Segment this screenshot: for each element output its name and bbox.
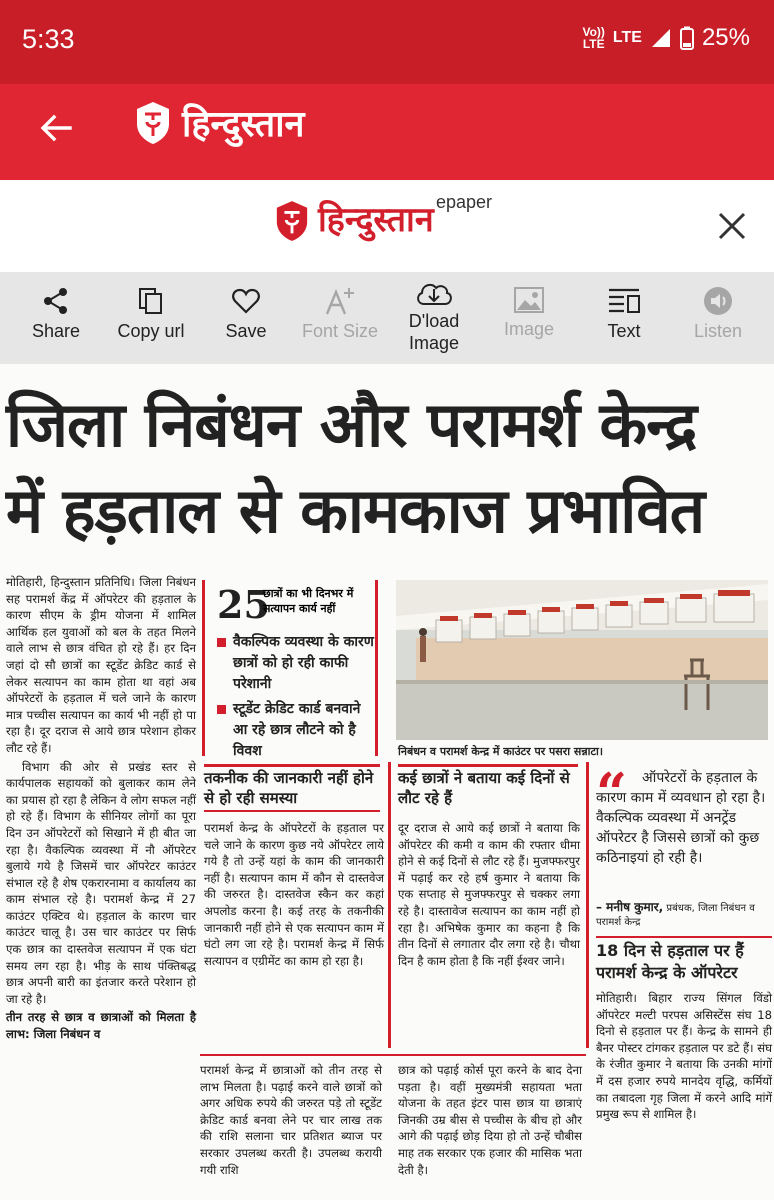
download-image-button[interactable]	[386, 272, 482, 364]
hindustan-emblem-icon	[274, 198, 310, 244]
app-logo-text: हिन्दुस्तान	[182, 104, 305, 145]
volte-label: Vo))	[582, 25, 605, 39]
share-button[interactable]	[8, 272, 104, 364]
font-size-label: Font Size	[301, 321, 379, 341]
download-image-label: D'load Image	[408, 311, 460, 353]
divider	[586, 762, 589, 1048]
close-icon[interactable]	[710, 204, 754, 248]
app-logo	[134, 98, 305, 147]
signal-icon	[650, 27, 672, 49]
battery-icon	[680, 26, 694, 50]
app-bar	[0, 84, 774, 180]
save-button[interactable]	[198, 272, 294, 364]
lte-label: LTE	[612, 29, 642, 46]
hindustan-emblem-icon	[134, 100, 172, 146]
highlight-heading: छात्रों का भी दिनभर में सत्यापन कार्य नहीं	[263, 587, 354, 615]
divider	[596, 936, 772, 938]
font-size-icon	[324, 286, 356, 316]
column-1-paragraph-3: तीन तरह से छात्र व छात्राओं को मिलता है लाभ: जिला निबंधन व	[6, 1010, 196, 1042]
photo-caption: निबंधन व परामर्श केन्द्र में काउंटर पर पसरा सन्नाटा।	[398, 745, 604, 758]
text-label: Text	[607, 321, 641, 341]
back-arrow-icon[interactable]	[34, 106, 78, 150]
column-4-heading: 18 दिन से हड़ताल पर हैं परामर्श केन्द्र के ऑपरेटर	[596, 941, 744, 982]
status-time: 5:33	[22, 24, 75, 54]
lte-small-label: LTE	[582, 37, 605, 51]
highlight-item: वैकल्पिक व्यवस्था के कारण छात्रों को हो रही काफी परेशानी	[217, 632, 377, 695]
epaper-logo-text: हिन्दुस्तान	[318, 200, 434, 240]
quote-name: – मनीष कुमार,	[596, 900, 664, 914]
divider	[204, 764, 380, 767]
article-headline-line1: जिला निबंधन और परामर्श केन्द्र	[6, 388, 697, 461]
heart-icon	[231, 286, 261, 316]
epaper-article[interactable]	[0, 364, 774, 1200]
image-button[interactable]	[481, 272, 577, 364]
copy-url-button[interactable]	[103, 272, 199, 364]
text-icon	[607, 286, 641, 316]
copy-icon	[136, 286, 166, 316]
image-icon	[513, 286, 545, 314]
column-1-paragraph-2: विभाग की ओर से प्रखंड स्तर से कार्यपालक सहायकों को बुलाकर काम लेने का प्रयास हो रहा है लेकिन वे लोग सफल नहीं हो रहे हैं। विभाग के सीनियर लोगों का पूरा दिन उन ऑपरेटरों को सिखाने में ही बीत जा रहा है। वैकल्पिक व्यवस्था में नौ ऑपरेटर बुलाये गये है जिसमें चार ऑपरेटर काउंटर संभाल रहे है शेष एकरारनामा व कार्यालय का काम संभाल रहे है। परामर्श केन्द्र में 27 काउंटर एक्टिव थे। हड़ताल के कारण चार काउंटर चालू है। उस चार काउंटर पर सिर्फ एक छात्र का दास्तवेज सत्यापन में एक घंटा समय लग रहा है। भीड़ के साथ पंक्तिबद्ध छात्र अपनी बारी का इंतजार करते परेशान हो जा रहे है।	[6, 759, 196, 1006]
article-toolbar	[0, 272, 774, 364]
status-icons	[582, 24, 750, 52]
listen-button[interactable]	[670, 272, 766, 364]
epaper-header	[0, 180, 774, 272]
highlight-list	[217, 632, 377, 766]
column-2-heading: तकनीक की जानकारी नहीं होने से हो रही समस्या	[204, 769, 374, 807]
divider	[204, 810, 380, 812]
highlight-box	[202, 580, 378, 759]
share-label: Share	[31, 321, 81, 341]
battery-percent: 25%	[701, 24, 750, 51]
column-1	[6, 574, 196, 1045]
divider	[388, 762, 391, 1048]
copy-url-label: Copy url	[117, 321, 185, 341]
bottom-column-2: परामर्श केन्द्र में छात्राओं को तीन तरह से लाभ मिलता है। पढ़ाई करने वाले छात्रों को अगर अधिक रुपये की जरुरत पड़े तो स्टूडेंट क्रेडिट कार्ड बनवा लेने पर चार लाख तक की राशि सलाना चार प्रतिशत ब्याज पर सरकार उपलब्ध करती है। उपलब्ध करायी गयी राशि	[200, 1063, 382, 1177]
image-label: Image	[503, 319, 555, 339]
quote-mark: “	[596, 761, 628, 825]
cloud-download-icon	[414, 280, 454, 308]
highlight-item: स्टूडेंट क्रेडिट कार्ड बनवाने आ रहे छात्र लौटने को है विवश	[217, 699, 377, 762]
column-4-text: मोतिहारी। बिहार राज्य सिंगल विंडो ऑपरेटर मल्टी परपस असिस्टेंस संघ 18 दिनो से हड़ताल पर हैं। केन्द्र के सामने ही बैनर पोस्टर टांगकर हड़ताल पर डटे हैं। संघ के रंजीत कुमार ने बताया कि उनकी मांगों में दस हजार रुपये मानदेय वृद्धि, कर्मियों का तबादला गृह जिला में करने आदि मांगें प्रमुख रूप से शामिल है।	[596, 991, 772, 1122]
epaper-label: epaper	[436, 192, 493, 212]
listen-label: Listen	[693, 321, 743, 341]
quote-text: ऑपरेटरों के हड़ताल के कारण काम में व्यवधान हो रहा है। वैकल्पिक व्यवस्था में अनट्रेंड ऑपरेटर है जिससे छात्रों को कुछ कठिनाइयां हो रही है।	[596, 770, 766, 866]
article-headline-line2: में हड़ताल से कामकाज प्रभावित	[6, 474, 705, 547]
epaper-logo	[274, 192, 434, 248]
column-1-paragraph-1: मोतिहारी, हिन्दुस्तान प्रतिनिधि। जिला निबंधन सह परामर्श केंद्र में ऑपरेटर की हड़ताल के कारण सीएम के ड्रीम योजना में शामिल आर्थिक हल युवाओं को बल के तहत मिलने वाले लाभ से छात्र वंचित हो रहे हैं। हर दिन जहां दो सौ छात्रों का स्टूडेंट क्रेडिट कार्ड से लेकर सत्यापन का काम होता था वहां अब ऑपरेटरों के हड़ताल में चले जाने के कारण मात्र पच्चीस सत्यापन का कार्य भी नहीं हो पा रहा है। दूर दराज से आये छात्र परेशान होकर लौट रहे हैं।	[6, 575, 196, 755]
highlight-number: 25	[217, 582, 270, 627]
font-size-button[interactable]	[292, 272, 388, 364]
column-2-text: परामर्श केन्द्र के ऑपरेटरों के हड़ताल पर चले जाने के कारण कुछ नये ऑपरेटर लाये गये है तो उन्हें यहां के काम की जानकारी नहीं है। सत्यापन काम में कौन से दास्तवेज की जरुरत है। दास्तवेज स्कैन कर कहां अपलोड करना है। कई तरह के तकनीकी जानकारी नहीं होने से एक सत्यापन काम में घंटो लग जा रहे है। परामर्श केन्द्र में सिर्फ सत्यापन व एग्रीमेंट का काम हो रहा है।	[204, 821, 384, 968]
divider	[200, 1054, 586, 1056]
share-icon	[41, 286, 71, 316]
speaker-icon	[703, 286, 733, 316]
save-label: Save	[225, 321, 267, 341]
divider	[398, 764, 578, 767]
quote-attribution	[596, 900, 770, 930]
quote-role: प्रबंधक, जिला निबंधन व परामर्श केन्द्र	[596, 903, 755, 928]
column-3-heading: कई छात्रों ने बताया कई दिनों से लौट रहे हैं	[398, 769, 570, 807]
bottom-column-3: छात्र को पढ़ाई कोर्स पूरा करने के बाद देना पड़ता है। वहीं मुख्यमंत्री सहायता भता योजना के तहत इंटर पास छात्र या छात्राएं जिनकी उम्र बीस से पच्चीस के बीच हो और आगे की पढ़ाई छोड़ दिया हो तो उन्हें चौबीस माह तक सरकार एक हजार की मासिक भता देती है।	[398, 1063, 582, 1177]
text-button[interactable]	[576, 272, 672, 364]
counter-hall-photo	[396, 580, 768, 740]
status-bar	[0, 0, 774, 84]
column-3-text: दूर दराज से आये कई छात्रों ने बताया कि ऑपरेटर की कमी व काम की रफ्तार धीमा होने से कई दिनों से लौट रहे हैं। मुजफ्फरपुर में पढ़ाई कर रहे हर्ष कुमार ने बताया कि एक सप्ताह से मुजफ्फरपुर से चक्कर लगा रहे है। दास्तावेज सत्यापन का काम नहीं हो रहा है। अभिषेक कुमार का कहना है कि तीन दिनों से लगातार दौर लगा रहे है। चौथा दिन है काम होता है कि नहीं ईश्वर जाने।	[398, 821, 580, 968]
